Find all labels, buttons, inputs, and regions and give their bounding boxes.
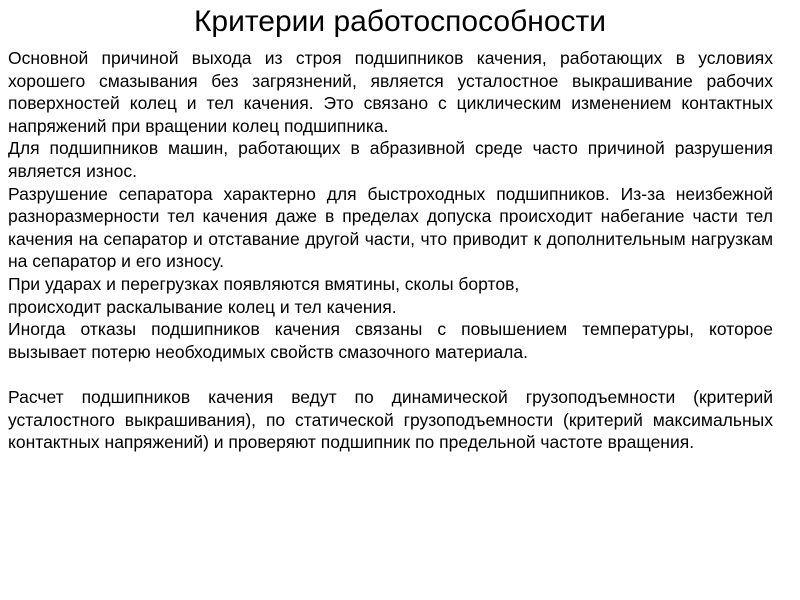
paragraph-spacer xyxy=(8,363,773,386)
paragraph-fatigue-spalling: Основной причиной выхода из строя подшипников качения, работающих в условиях хорошего смазывания без загрязнений, является усталостное выкрашивание рабочих поверхностей колец и тел качения. Это связано с циклическим изменением контактных напряжений при вращении колец подшипника. xyxy=(8,48,773,136)
slide-body xyxy=(8,47,773,454)
paragraph-separator-failure: Разрушение сепаратора характерно для быстроходных подшипников. Из-за неизбежной разноразмерности тел качения даже в пределах допуска происходит набегание части тел качения на сепаратор и отставание другой части, что приводит к дополнительным нагрузкам на сепаратор и его износу. xyxy=(8,183,773,272)
paragraph-temperature: Иногда отказы подшипников качения связаны с повышением температуры, которое вызывает потерю необходимых свойств смазочного материала. xyxy=(8,319,773,362)
paragraph-impact-line-2: происходит раскалывание колец и тел качения. xyxy=(8,296,397,317)
paragraph-abrasive-wear: Для подшипников машин, работающих в абразивной среде часто причиной разрушения является износ. xyxy=(8,138,773,181)
paragraph-impact-overload xyxy=(8,273,773,318)
slide-title: Критерии работоспособности xyxy=(193,5,607,38)
paragraph-impact-line-1: При ударах и перегрузках появляются вмятины, сколы бортов, xyxy=(8,273,520,294)
paragraph-calculation: Расчет подшипников качения ведут по динамической грузоподъемности (критерий усталостного выкрашивания), по статической грузоподъемности (критерий максимальных контактных напряжений) и проверяют подшипник по предельной частоте вращения. xyxy=(8,386,773,453)
